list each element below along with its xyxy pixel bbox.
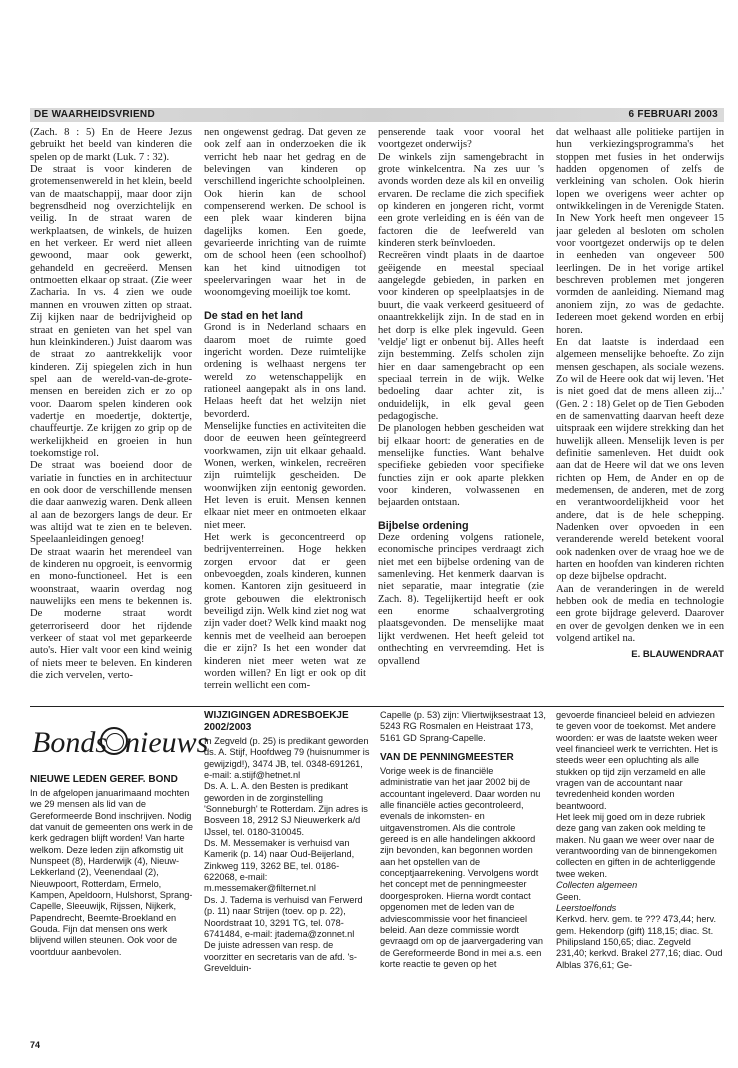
bonds-column-4 (556, 710, 724, 1036)
paragraph: penserende taak voor vooral het voortgezet onderwijs? (378, 127, 544, 151)
paragraph: Het leek mij goed om in deze rubriek deze gang van zaken ook melding te maken. Nu gaan we weer over naar de verantwoording van de binnengekomen collecten en giften in de achterliggende twee weken. (556, 812, 717, 879)
subheading: Leerstoelfonds (556, 902, 617, 913)
paragraph: In Zegveld (p. 25) is predikant geworden ds. A. Stijf, Hoofdweg 79 (huisnummer is gewijzigd!), 3474 JB, tel. 0348-691261, e-mail: a.stijf@hetnet.nl (204, 736, 370, 781)
paragraph: De straat is voor kinderen de grotemensenwereld in het klein, beeld van de maatschappij, maar door zijn begrensdheid nog overzichtelijk en veilig. In de straat waren de werkplaatsen, de winkels, de huizen en het verkeer. Er werd niet alleen gewoond, maar ook gewerkt, gehandeld en gecreëerd. Mensen ontmoetten elkaar op straat. (Zie weer Zacharia. In vs. 4 zien we oude mannen en vrouwen zitten op straat. Zij kijken naar de bedrijvigheid op straat en genieten van het spel van hun kleinkinderen.) Juist daarom was de straat zo aantrekkelijk voor kinderen. Zij spiegelen zich in hun spel aan de wereld-van-de-grote-mensen en bereiden zich er zo op voor. Daarom spelen kinderen ook vadertje en moedertje, doktertje, chauffeurtje. Ze krijgen zo grip op de werkelijkheid en groeien in hun toekomstige rol. (30, 164, 192, 459)
emblem-icon (100, 727, 128, 755)
bonds-column-1 (30, 774, 196, 1036)
issue-date: 6 FEBRUARI 2003 (628, 109, 718, 120)
paragraph: En dat laatste is inderdaad een algemeen menselijke behoefte. Zo zijn mensen geschapen, als sociale wezens. Zo wil de Heere ook dat wij leven. 'Het is niet goed dat de mens alleen zij...' (Gen. 2 : 18) Gelet op de Tien Geboden en de samenvatting daarvan heeft deze uitspraak een wijdere strekking dan het huwelijk alleen. Menselijk leven is per definitie samenleven. Het duidt ook aan dat de Heere wil dat we ons leven richten op Hem, de Ander en op de medemensen, de anderen, met de zorg en verantwoordelijkheid voor het andere, dat is de hele schepping. Nadenken over opvoeden in een veranderende wereld betekent vooral ook nadenken over de vraag hoe we de harten en hoofden van kinderen richten op deze bijbelse opdracht. (556, 336, 724, 583)
section-heading: De stad en het land (204, 309, 303, 322)
article-column-3 (378, 127, 544, 702)
paragraph: Kerkvd. herv. gem. te ??? 473,44; herv. gem. Hekendorp (gift) 118,15; diac. St. Philipsland 150,65; diac. Zegveld 231,40; kerkvd. Brakel 277,16; diac. Oud Alblas 376,61; Ge- (556, 914, 723, 970)
section-heading: VAN DE PENNINGMEESTER (380, 752, 514, 764)
paragraph: De juiste adressen van resp. de voorzitter en secretaris van de afd. 's-Grevelduin- (204, 940, 357, 973)
paragraph: Menselijke functies en activiteiten die door de eeuwen heen geïntegreerd voorkwamen, zijn uit elkaar gehaald. Wonen, werken, winkelen, recreëren zijn ruimtelijk gescheiden. De woonwijken zijn eentonig geworden. Het leven is eruit. Mensen kennen elkaar niet meer en ontmoeten elkaar niet meer. (204, 420, 366, 531)
paragraph: In de afgelopen januarimaand mochten we 29 mensen als lid van de Gereformeerde Bond inschrijven. Nodig dat vanuit de gemeenten ons werk in de kerk gedragen blijft worden! Van harte welkom. Deze leden zijn afkomstig uit Nunspeet (8), Harderwijk (4), Nieuw-Lekkerland (2), Veenendaal (2), Nieuwpoort, Rotterdam, Ermelo, Kampen, Apeldoorn, Hulshorst, Sprang-Capelle, Sleeuwijk, Rijssen, Nijkerk, Papendrecht, Beemte-Broekland en Gouda. Fijn dat mensen ons werk blijvend willen steunen. Ook voor de voortduur aanbevolen. (30, 788, 193, 957)
author-signature: E. BLAUWENDRAAT (631, 649, 724, 661)
paragraph: Het werk is geconcentreerd op bedrijventerreinen. Hoge hekken zorgen ervoor dat er geen onbevoegden, zoals kinderen, kunnen komen. Kantoren zijn gesitueerd in grote gebouwen die elektronisch beveiligd zijn. Welk kind ziet nog wat zijn vader doet? Welk kind maakt nog kennis met de veelheid aan beroepen die er zijn? Is het een wonder dat kinderen niet meer weten wat ze worden willen? En ligt er ook op dit terrein wellicht een com- (204, 532, 366, 692)
paragraph: Capelle (p. 53) zijn: Vliertwijksestraat 13, 5243 RG Rosmalen en Heistraat 173, 5161 GD Sprang-Capelle. (380, 710, 546, 743)
paragraph: Geen. (556, 891, 582, 902)
section-divider (30, 706, 724, 707)
logo-word-bonds: Bonds (32, 726, 107, 759)
paragraph: De straat waarin het merendeel van de kinderen nu opgroeit, is eenvormig en mono-functioneel. Het is een woonstraat, waarin overdag nog nauwelijks een mens te bekennen is. De moderne straat wordt geterroriseerd door het rijdende verkeer of staat vol met geparkeerde auto's. Hier valt voor een kind weinig of niets meer te beleven. En kinderen die zich vervelen, verto- (30, 546, 192, 682)
paragraph: Recreëren vindt plaats in de daartoe geëigende en meestal speciaal aangelegde gebieden, in parken en voor kinderen op speelplaatsjes in de buurt, die vaak verkeerd gesitueerd of onaantrekkelijk zijn. In de stad en in het dorp is elke plek ingevuld. Geen 'veldje' ligt er onbenut bij. Alles heeft zijn bestemming. Zelfs scholen zijn hier en daar samengebracht op een speciaal terrein in de wijk. Welke bedoeling daar achter zit, is onduidelijk, in elk geval geen pedagogische. (378, 250, 544, 422)
article-column-1 (30, 127, 192, 702)
bonds-column-2 (204, 710, 370, 1036)
section-heading: WIJZIGINGEN ADRESBOEKJE 2002/2003 (204, 710, 349, 733)
paragraph: dat welhaast alle politieke partijen in hun verkiezingsprogramma's het stoppen met fusies in het onderwijs hadden opgenomen of zelfs de verkleining van scholen. Ook hierin lopen we overigens weer achter op ontwikkelingen in de Verenigde Staten. In New York heeft men ongeveer 15 jaar geleden al besloten om scholen voor voortgezet onderwijs op te delen in eenheden van ongeveer 500 leerlingen. De in het vorige artikel beschreven problemen met jongeren vormden de aanleiding. Niemand mag anoniem zijn, zo was de gedachte. Iedereen moet gekend worden en erbij horen. (556, 127, 724, 336)
paragraph: Aan de veranderingen in de wereld hebben ook de media en technologie een grote bijdrage geleverd. Daarover en over de gevolgen denken we in een volgend artikel na. (556, 583, 724, 645)
article-column-2 (204, 127, 366, 702)
section-heading: NIEUWE LEDEN GEREF. BOND (30, 774, 178, 785)
paragraph: De straat was boeiend door de variatie in functies en in architectuur en ook door de verschillende mensen die daar aanwezig waren. Denk alleen al aan de bezorgers langs de deur. Er was altijd wat te zien en te beleven. Speelaanleidingen genoeg! (30, 460, 192, 546)
paragraph: (Zach. 8 : 5) En de Heere Jezus gebruikt het beeld van kinderen die spelen op de markt (Luk. 7 : 32). (30, 127, 192, 163)
paragraph: Grond is in Nederland schaars en daarom moet de ruimte goed ingericht worden. Deze ruimtelijke ordening is welhaast nergens ter wereld zo wetenschappelijk en rationeel aangepakt als in ons land. Helaas heeft dat het welzijn niet bevorderd. (204, 322, 366, 420)
paragraph: De winkels zijn samengebracht in grote winkelcentra. Na zes uur 's avonds worden deze als kil en onveilig ervaren. De reclame die zich specifiek op kinderen en jongeren richt, vormt een grote verleiding en is één van de factoren die de leefwereld van kinderen sterk beïnvloeden. (378, 151, 544, 250)
subheading: Collecten algemeen (556, 880, 638, 891)
paragraph: Ds. J. Tadema is verhuisd van Ferwerd (p. 11) naar Strijen (toev. op p. 22), Noordstraat 10, 3291 TG, tel. 078-6741484, e-mail: jtadema@zonnet.nl (204, 894, 363, 939)
logo-word-nieuws: nieuws (125, 726, 209, 759)
paragraph: Vorige week is de financiële administratie van het jaar 2002 bij de accountant ingeleverd. Daar worden nu alle financiële acties gecontroleerd, evenals de inkomsten- en uitgavenstromen. Als die controle gereed is en alle handelingen akkoord zijn bevonden, kan begonnen worden aan het opstellen van de conceptjaarrekening. Vervolgens wordt het concept met de penningmeester doorgesproken. Hierna wordt contact opgenomen met de leden van de adviescommissie voor het financieel beleid. Aan deze commissie wordt gevraagd om op de jaarvergadering van de Gereformeerde Bond in mei a.s. een korte reactie te geven op het (380, 766, 543, 969)
paragraph: gevoerde financieel beleid en adviezen te geven voor de toekomst. Met andere woorden: er was de laatste weken weer veel financieel werk te verrichten. Het is steeds weer een opluchting als alle stukken op tijd zijn verzameld en alle vragen van de accountant naar tevredenheid konden worden beantwoord. (556, 710, 718, 811)
paragraph: Ds. M. Messemaker is verhuisd van Kamerik (p. 14) naar Oud-Beijerland, Zinkweg 119, 3262 BE, tel. 0186-622068, e-mail: m.messemaker@filternet.nl (204, 838, 355, 894)
paragraph: Ds. A. L. A. den Besten is predikant geworden in de zorginstelling 'Sonneburgh' te Rotterdam. Zijn adres is Bosveen 18, 2912 SJ Nieuwerkerk a/d IJssel, tel. 0180-310045. (204, 781, 368, 837)
bonds-nieuws-logo (30, 722, 209, 764)
bonds-column-3 (380, 710, 546, 1036)
article-column-4 (556, 127, 724, 702)
page-number: 74 (30, 1040, 41, 1050)
paragraph: nen ongewenst gedrag. Dat geven ze ook zelf aan in onderzoeken die ik verricht heb naar het gedrag en de belevingen van kinderen op verschillend ingerichte schoolpleinen. (204, 127, 366, 188)
section-heading: Bijbelse ordening (378, 519, 469, 532)
running-header (30, 108, 724, 122)
publication-name: DE WAARHEIDSVRIEND (34, 109, 155, 120)
paragraph: De planologen hebben gescheiden wat bij elkaar hoort: de generaties en de menselijke functies. Want behalve specifieke gebieden voor specifieke functies zijn er ook aparte plekken voor kinderen, volwassenen en bejaarden ontstaan. (378, 423, 544, 509)
paragraph: Deze ordening volgens rationele, economische principes verdraagt zich niet met een bijbelse ordening van de samenleving. Het kenmerk daarvan is niet separatie, maar integratie (zie Zach. 8). Tegelijkertijd heeft er ook een enorme schaalvergroting plaatsgevonden. De menselijke maat lijkt verdwenen. Het heeft geleid tot onthechting en vervreemding. Het is opvallend (378, 532, 544, 667)
paragraph: Ook hierin kan de school compenserend werken. De school is een plek waar kinderen bijna dagelijks komen. Een goede, gevarieerde inrichting van de ruimte om de school heen (een schoolhof) kan het kind uitnodigen tot speelervaringen waar het in de woonomgeving moeilijk toe komt. (204, 188, 366, 299)
